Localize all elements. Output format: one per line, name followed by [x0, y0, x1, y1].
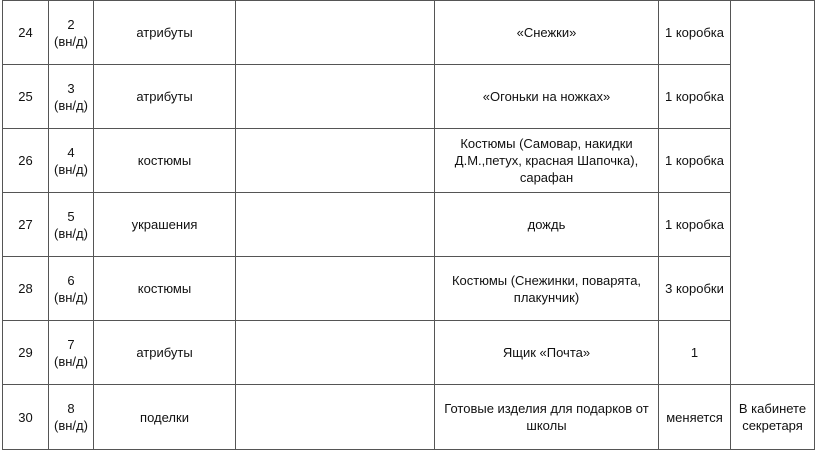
empty-cell	[236, 257, 435, 321]
item-code-unit: (вн/д)	[54, 289, 88, 305]
item-description: «Огоньки на ножках»	[435, 65, 659, 129]
item-quantity: 1 коробка	[659, 1, 731, 65]
item-code	[49, 257, 94, 321]
item-code-number: 2	[67, 16, 75, 32]
item-code-number: 6	[67, 272, 75, 288]
item-quantity: меняется	[659, 385, 731, 450]
item-description: Костюмы (Снежинки, поварята, плакунчик)	[435, 257, 659, 321]
table-row	[3, 129, 815, 193]
location-cell-merged	[731, 1, 815, 385]
item-quantity: 1 коробка	[659, 193, 731, 257]
table-row	[3, 193, 815, 257]
item-code	[49, 65, 94, 129]
item-code-unit: (вн/д)	[54, 33, 88, 49]
item-code-unit: (вн/д)	[54, 225, 88, 241]
item-description: «Снежки»	[435, 1, 659, 65]
row-number: 29	[3, 321, 49, 385]
item-quantity: 1	[659, 321, 731, 385]
inventory-table	[2, 0, 815, 450]
empty-cell	[236, 321, 435, 385]
item-code-unit: (вн/д)	[54, 161, 88, 177]
row-number: 27	[3, 193, 49, 257]
empty-cell	[236, 385, 435, 450]
item-type: поделки	[94, 385, 236, 450]
item-code	[49, 193, 94, 257]
table-row	[3, 65, 815, 129]
empty-cell	[236, 129, 435, 193]
empty-cell	[236, 1, 435, 65]
item-quantity: 1 коробка	[659, 129, 731, 193]
item-code-number: 3	[67, 80, 75, 96]
item-description: Готовые изделия для подарков от школы	[435, 385, 659, 450]
item-code-number: 7	[67, 336, 75, 352]
table-row	[3, 1, 815, 65]
row-number: 24	[3, 1, 49, 65]
table-row	[3, 385, 815, 450]
item-code	[49, 1, 94, 65]
item-type: костюмы	[94, 257, 236, 321]
item-type: атрибуты	[94, 65, 236, 129]
item-code	[49, 129, 94, 193]
empty-cell	[236, 65, 435, 129]
item-quantity: 1 коробка	[659, 65, 731, 129]
item-quantity: 3 коробки	[659, 257, 731, 321]
item-description: дождь	[435, 193, 659, 257]
table-row	[3, 257, 815, 321]
item-description: Костюмы (Самовар, накидки Д.М.,петух, красная Шапочка), сарафан	[435, 129, 659, 193]
table-row	[3, 321, 815, 385]
item-type: атрибуты	[94, 1, 236, 65]
item-type: украшения	[94, 193, 236, 257]
item-type: костюмы	[94, 129, 236, 193]
item-code-number: 5	[67, 208, 75, 224]
row-number: 26	[3, 129, 49, 193]
item-type: атрибуты	[94, 321, 236, 385]
row-number: 25	[3, 65, 49, 129]
row-number: 30	[3, 385, 49, 450]
item-code-unit: (вн/д)	[54, 97, 88, 113]
item-code-unit: (вн/д)	[54, 353, 88, 369]
item-code-number: 4	[67, 144, 75, 160]
item-location: В кабинете секретаря	[731, 385, 815, 450]
row-number: 28	[3, 257, 49, 321]
item-code-unit: (вн/д)	[54, 418, 88, 433]
item-code	[49, 321, 94, 385]
item-code	[49, 385, 94, 450]
empty-cell	[236, 193, 435, 257]
item-code-number: 8	[67, 401, 75, 416]
item-description: Ящик «Почта»	[435, 321, 659, 385]
